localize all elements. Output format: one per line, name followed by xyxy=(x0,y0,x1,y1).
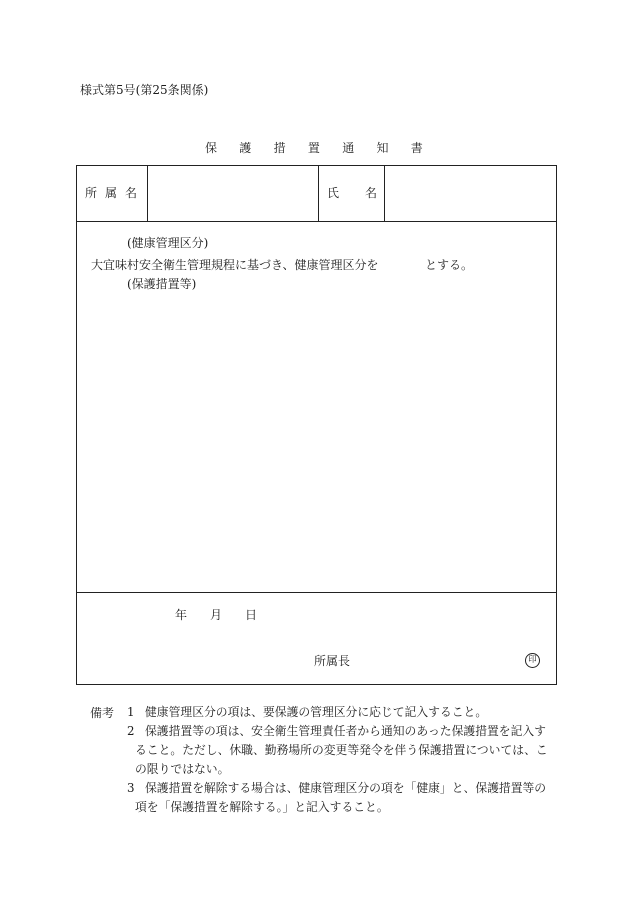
column-divider xyxy=(147,165,148,222)
note-text: 保護措置を解除する場合は、健康管理区分の項を「健康」と、保護措置等の項を「保護措置を解除する。」と記入すること。 xyxy=(135,781,547,814)
note-number: 1 xyxy=(127,705,135,719)
year-label: 年 xyxy=(175,608,188,622)
notes-heading: 備考 xyxy=(90,706,115,720)
month-label: 月 xyxy=(210,608,223,622)
note-item xyxy=(127,722,549,779)
note-text: 保護措置等の項は、安全衛生管理責任者から通知のあった保護措置を記入すること。ただし、休職、勤務場所の変更等発令を伴う保護措置については、この限りではない。 xyxy=(135,724,548,776)
row-divider xyxy=(76,592,557,593)
form-number: 様式第5号(第25条関係) xyxy=(80,83,209,97)
document-title: 保護措置通知書 xyxy=(205,141,446,155)
name-label: 氏名 xyxy=(327,186,404,200)
health-category-label: (健康管理区分) xyxy=(127,236,209,250)
note-number: 3 xyxy=(127,781,135,795)
name-value-cell xyxy=(385,166,555,221)
note-text: 健康管理区分の項は、要保護の管理区分に応じて記入すること。 xyxy=(145,705,488,719)
protective-measures-label: (保護措置等) xyxy=(127,277,197,291)
statement-suffix: とする。 xyxy=(425,258,474,272)
statement-prefix: 大宜味村安全衛生管理規程に基づき、健康管理区分を xyxy=(91,258,379,272)
notes-list xyxy=(127,703,549,817)
department-head-label: 所属長 xyxy=(314,654,351,668)
note-item xyxy=(127,779,549,817)
day-label: 日 xyxy=(245,608,258,622)
note-number: 2 xyxy=(127,724,135,738)
note-item xyxy=(127,703,549,722)
affiliation-label: 所属名 xyxy=(85,186,146,200)
row-divider xyxy=(76,221,557,222)
column-divider xyxy=(318,165,319,222)
affiliation-value-cell xyxy=(148,166,318,221)
seal-mark: 印 xyxy=(525,653,540,668)
